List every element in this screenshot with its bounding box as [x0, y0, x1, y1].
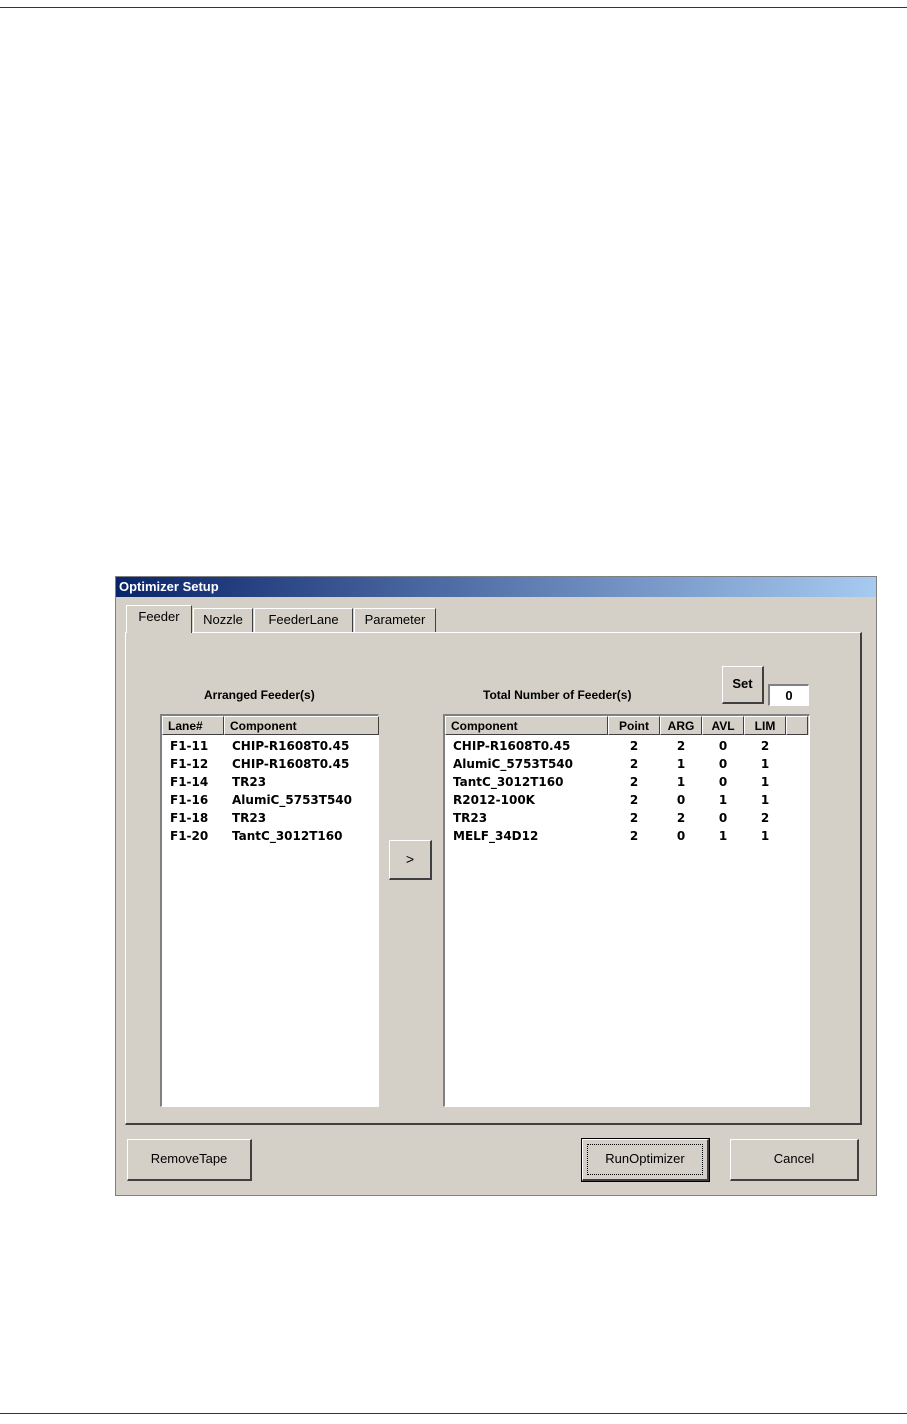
component-cell: TantC_3012T160	[232, 829, 343, 843]
lim-cell: 1	[760, 775, 770, 789]
column-header-lane[interactable]: Lane#	[162, 716, 224, 735]
arranged-list-header	[162, 716, 378, 735]
column-header-point[interactable]: Point	[608, 716, 660, 735]
point-cell: 2	[629, 811, 639, 825]
lane-cell: F1-18	[170, 811, 209, 825]
tab-feeder-label: Feeder	[138, 609, 180, 624]
column-header-avl[interactable]: AVL	[702, 716, 744, 735]
tab-feederlane-label: FeederLane	[268, 612, 339, 627]
table-row[interactable]	[445, 791, 809, 809]
table-row[interactable]	[445, 827, 809, 845]
point-cell: 2	[629, 793, 639, 807]
remove-tape-button[interactable]	[127, 1139, 252, 1181]
tab-nozzle-label: Nozzle	[203, 612, 243, 627]
lim-cell: 1	[760, 757, 770, 771]
title-bar[interactable]	[116, 577, 876, 597]
component-cell: CHIP-R1608T0.45	[232, 739, 350, 753]
lane-cell: F1-20	[170, 829, 209, 843]
lim-cell: 2	[760, 739, 770, 753]
list-item[interactable]	[162, 809, 378, 827]
component-cell: TantC_3012T160	[453, 775, 564, 789]
move-right-label: >	[405, 851, 415, 867]
arg-cell: 0	[676, 793, 686, 807]
cancel-button[interactable]	[730, 1139, 859, 1181]
cancel-label: Cancel	[773, 1151, 815, 1166]
tab-feeder[interactable]	[126, 605, 192, 633]
arg-cell: 0	[676, 829, 686, 843]
set-value-field[interactable]: 0	[768, 684, 809, 706]
arranged-feeders-list[interactable]	[160, 714, 379, 1107]
lane-cell: F1-12	[170, 757, 209, 771]
point-cell: 2	[629, 757, 639, 771]
point-cell: 2	[629, 739, 639, 753]
tab-parameter-label: Parameter	[364, 612, 426, 627]
component-cell: CHIP-R1608T0.45	[453, 739, 571, 753]
list-item[interactable]	[162, 755, 378, 773]
lane-cell: F1-14	[170, 775, 209, 789]
set-button-label: Set	[732, 676, 753, 691]
column-header-lim[interactable]: LIM	[744, 716, 786, 735]
table-row[interactable]	[445, 809, 809, 827]
avl-cell: 0	[718, 811, 728, 825]
tab-parameter[interactable]	[354, 608, 436, 632]
list-item[interactable]	[162, 827, 378, 845]
avl-cell: 0	[718, 739, 728, 753]
page-bottom-rule	[0, 1413, 907, 1414]
lane-cell: F1-16	[170, 793, 209, 807]
component-cell: TR23	[453, 811, 488, 825]
lim-cell: 1	[760, 829, 770, 843]
column-header-component[interactable]: Component	[224, 716, 379, 735]
avl-cell: 1	[718, 829, 728, 843]
point-cell: 2	[629, 775, 639, 789]
tab-nozzle[interactable]	[193, 608, 253, 632]
point-cell: 2	[629, 829, 639, 843]
lane-cell: F1-11	[170, 739, 209, 753]
panel-bottom-gap	[152, 1125, 819, 1129]
list-item[interactable]	[162, 737, 378, 755]
lim-cell: 2	[760, 811, 770, 825]
list-item[interactable]	[162, 791, 378, 809]
component-cell: R2012-100K	[453, 793, 535, 807]
total-feeders-label: Total Number of Feeder(s)	[483, 688, 632, 702]
component-cell: AlumiC_5753T540	[232, 793, 352, 807]
optimizer-setup-dialog	[115, 576, 877, 1196]
lim-cell: 1	[760, 793, 770, 807]
avl-cell: 1	[718, 793, 728, 807]
component-cell: TR23	[232, 811, 267, 825]
component-cell: TR23	[232, 775, 267, 789]
tab-feederlane[interactable]	[254, 608, 353, 632]
column-header-component[interactable]: Component	[445, 716, 608, 735]
avl-cell: 0	[718, 775, 728, 789]
move-right-button[interactable]	[389, 840, 432, 880]
total-list-header	[445, 716, 809, 735]
arg-cell: 1	[676, 775, 686, 789]
window-title: Optimizer Setup	[119, 579, 219, 594]
remove-tape-label: RemoveTape	[150, 1151, 228, 1166]
arranged-feeders-label: Arranged Feeder(s)	[204, 688, 315, 702]
arg-cell: 1	[676, 757, 686, 771]
component-cell: AlumiC_5753T540	[453, 757, 573, 771]
set-button[interactable]	[722, 666, 764, 704]
list-item[interactable]	[162, 773, 378, 791]
run-optimizer-label: RunOptimizer	[605, 1151, 685, 1166]
component-cell: CHIP-R1608T0.45	[232, 757, 350, 771]
total-feeders-list[interactable]	[443, 714, 810, 1107]
table-row[interactable]	[445, 773, 809, 791]
component-cell: MELF_34D12	[453, 829, 539, 843]
column-header-arg[interactable]: ARG	[660, 716, 702, 735]
arg-cell: 2	[676, 811, 686, 825]
column-header-filler	[786, 716, 808, 735]
page-top-rule	[0, 7, 907, 8]
focus-ring	[587, 1144, 703, 1175]
table-row[interactable]	[445, 737, 809, 755]
table-row[interactable]	[445, 755, 809, 773]
avl-cell: 0	[718, 757, 728, 771]
run-optimizer-button[interactable]	[582, 1139, 709, 1181]
arg-cell: 2	[676, 739, 686, 753]
